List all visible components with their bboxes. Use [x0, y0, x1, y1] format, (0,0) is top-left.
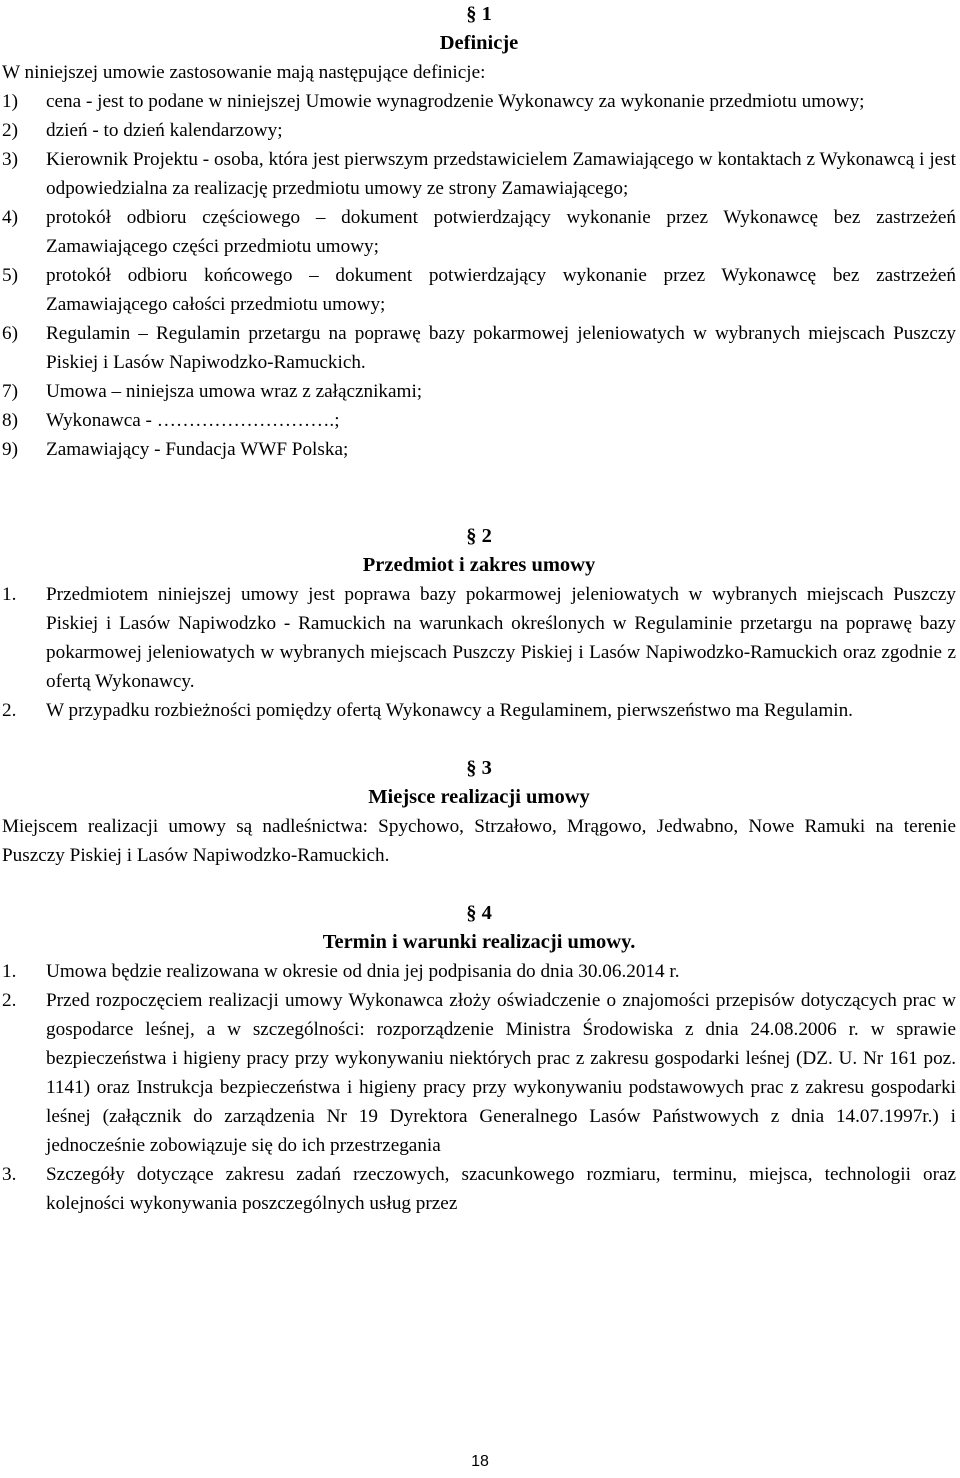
item-text: Kierownik Projektu - osoba, która jest pierwszym przedstawicielem Zamawiającego w kontaktach z Wykonawcą i jest odpowiedzialna za realizację przedmiotu umowy ze strony Zamawiającego; — [46, 149, 956, 199]
item-text: Umowa będzie realizowana w okresie od dnia jej podpisania do dnia 30.06.2014 r. — [46, 961, 680, 982]
list-item — [2, 435, 956, 464]
item-text: protokół odbioru końcowego – dokument potwierdzający wykonanie przez Wykonawcę bez zastrzeżeń Zamawiającego całości przedmiotu umowy; — [46, 265, 956, 315]
item-number: 3) — [2, 149, 18, 170]
list-item — [2, 986, 956, 1160]
section-paragraph: Miejscem realizacji umowy są nadleśnictwa: Spychowo, Strzałowo, Mrągowo, Jedwabno, Nowe Ramuki na terenie Puszczy Piskiej i Lasów Napiwodzko-Ramuckich. — [2, 816, 956, 866]
item-number: 2) — [2, 120, 18, 141]
section-heading — [2, 0, 956, 58]
item-number: 2. — [2, 700, 17, 721]
list-item — [2, 1160, 956, 1218]
page-number: 18 — [471, 1453, 489, 1470]
item-number: 9) — [2, 439, 18, 460]
section-title: Przedmiot i zakres umowy — [362, 554, 596, 576]
item-number: 5) — [2, 265, 18, 286]
item-number: 8) — [2, 410, 18, 431]
item-text: Przedmiotem niniejszej umowy jest poprawa bazy pokarmowej jeleniowatych w wybranych miejscach Puszczy Piskiej i Lasów Napiwodzko - Ramuckich na warunkach określonych w Regulaminie przetargu na poprawę bazy pokarmowej jeleniowatych w wybranych miejscach Puszczy Piskiej i Lasów Napiwodzko-Ramuckich oraz zgodnie z ofertą Wykonawcy. — [46, 584, 956, 692]
section-title: Definicje — [439, 32, 519, 54]
item-number: 1. — [2, 584, 17, 605]
item-number: 3. — [2, 1164, 17, 1185]
spacer — [2, 870, 956, 899]
section-title: Termin i warunki realizacji umowy. — [322, 931, 636, 953]
section-number: § 1 — [466, 3, 492, 25]
item-text: Wykonawca - ……………………….; — [46, 410, 340, 431]
item-number: 4) — [2, 207, 18, 228]
section-title: Miejsce realizacji umowy — [368, 786, 590, 808]
spacer — [2, 725, 956, 754]
list-item — [2, 957, 956, 986]
item-text: Umowa – niniejsza umowa wraz z załącznikami; — [46, 381, 423, 402]
section-2 — [2, 522, 956, 725]
section-number: § 2 — [466, 525, 492, 547]
item-number: 1) — [2, 91, 18, 112]
item-text: W przypadku rozbieżności pomiędzy ofertą Wykonawcy a Regulaminem, pierwszeństwo ma Regulamin. — [46, 700, 853, 721]
list-item — [2, 203, 956, 261]
section-intro: W niniejszej umowie zastosowanie mają następujące definicje: — [2, 62, 486, 83]
list-item — [2, 319, 956, 377]
item-number: 7) — [2, 381, 18, 402]
list-item — [2, 580, 956, 696]
section-heading — [2, 522, 956, 580]
section-3 — [2, 754, 956, 870]
spacer — [2, 464, 956, 522]
section-heading — [2, 899, 956, 957]
list-item — [2, 406, 956, 435]
list-item — [2, 145, 956, 203]
item-number: 6) — [2, 323, 18, 344]
item-text: Regulamin – Regulamin przetargu na poprawę bazy pokarmowej jeleniowatych w wybranych miejscach Puszczy Piskiej i Lasów Napiwodzko-Ramuckich. — [46, 323, 956, 373]
item-number: 1. — [2, 961, 17, 982]
definition-list — [2, 87, 956, 464]
section-number: § 3 — [466, 757, 492, 779]
item-text: cena - jest to podane w niniejszej Umowie wynagrodzenie Wykonawcy za wykonanie przedmiotu umowy; — [46, 91, 865, 112]
section-number: § 4 — [466, 902, 492, 924]
item-text: dzień - to dzień kalendarzowy; — [46, 120, 283, 141]
list-item — [2, 696, 956, 725]
section-4 — [2, 899, 956, 1218]
section-1 — [2, 0, 956, 464]
item-text: Zamawiający - Fundacja WWF Polska; — [46, 439, 349, 460]
list-item — [2, 377, 956, 406]
list-item — [2, 261, 956, 319]
item-text: Przed rozpoczęciem realizacji umowy Wykonawca złoży oświadczenie o znajomości przepisów dotyczących prac w gospodarce leśnej, a w szczególności: rozporządzenie Ministra Środowiska z dnia 24.08.2006 r. w sprawie bezpieczeństwa i higieny pracy przy wykonywaniu niektórych prac z zakresu gospodarki leśnej (DZ. U. Nr 161 poz. 1141) oraz Instrukcja bezpieczeństwa i higieny pracy przy wykonywaniu podstawowych prac z zakresu gospodarki leśnej (załącznik do zarządzenia Nr 19 Dyrektora Generalnego Lasów Państwowych z dnia 14.07.1997r.) i jednocześnie zobowiązuje się do ich przestrzegania — [46, 990, 956, 1156]
section-heading — [2, 754, 956, 812]
list-item — [2, 116, 956, 145]
item-text: Szczegóły dotyczące zakresu zadań rzeczowych, szacunkowego rozmiaru, terminu, miejsca, technologii oraz kolejności wykonywania poszczególnych usług przez — [46, 1164, 956, 1214]
item-number: 2. — [2, 990, 17, 1011]
list-item — [2, 87, 956, 116]
item-text: protokół odbioru częściowego – dokument potwierdzający wykonanie przez Wykonawcę bez zastrzeżeń Zamawiającego części przedmiotu umowy; — [46, 207, 956, 257]
